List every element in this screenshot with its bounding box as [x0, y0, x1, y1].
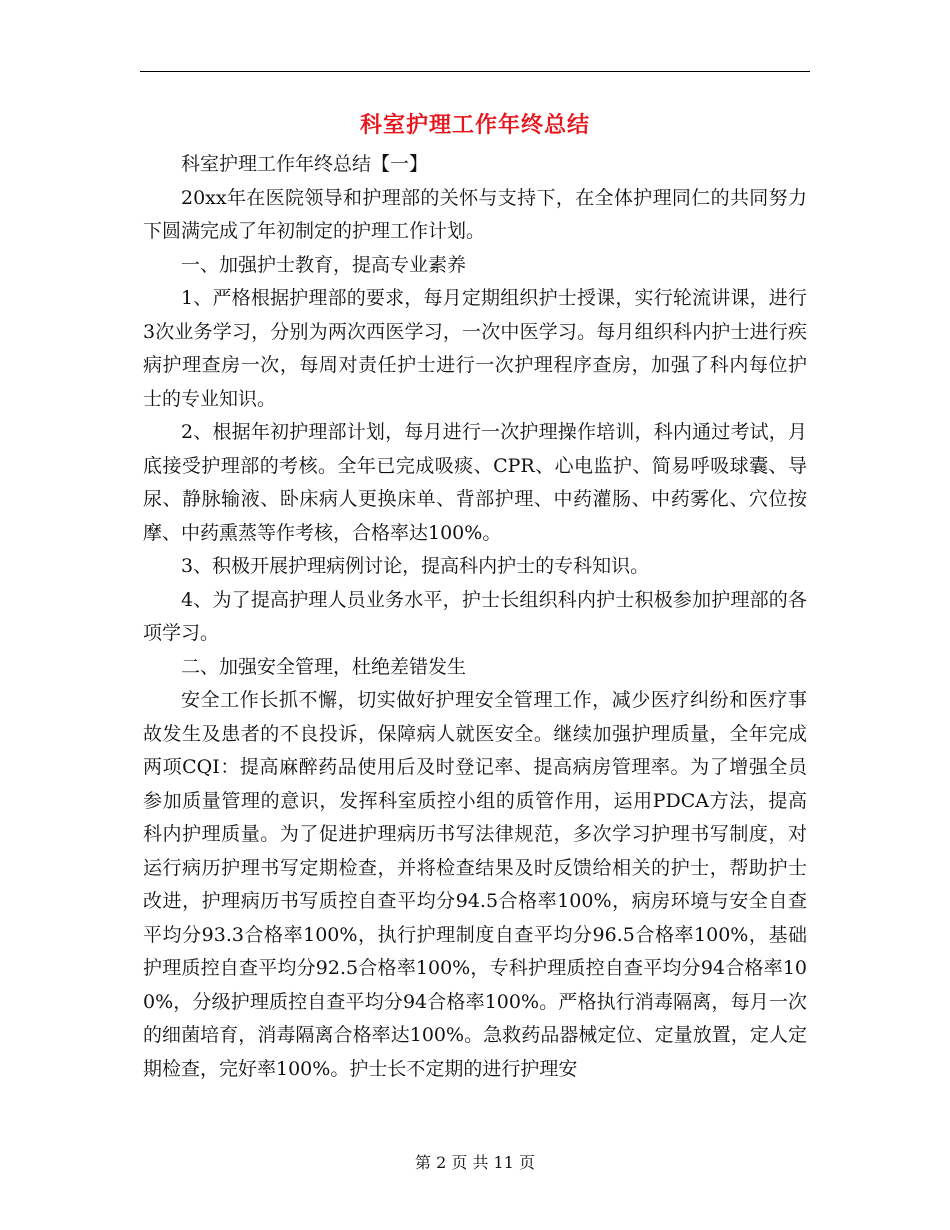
document-title: 科室护理工作年终总结: [359, 112, 590, 138]
page-number-footer: 第 2 页 共 11 页: [415, 1153, 535, 1172]
paragraph-item-2: 2、根据年初护理部计划，每月进行一次护理操作培训，科内通过考试，月底接受护理部的考核。全年已完成吸痰、CPR、心电监护、简易呼吸球囊、导尿、静脉输液、卧床病人更换床单、背部护理、中药灌肠、中药雾化、穴位按摩、中药熏蒸等作考核，合格率达100%。: [143, 421, 807, 544]
document-body: [143, 148, 807, 1086]
paragraph-item-4: 4、为了提高护理人员业务水平，护士长组织科内护士积极参加护理部的各项学习。: [143, 588, 807, 644]
paragraph-item-1: 1、严格根据护理部的要求，每月定期组织护士授课，实行轮流讲课，进行3次业务学习，分别为两次西医学习，一次中医学习。每月组织科内护士进行疾病护理查房一次，每周对责任护士进行一次护理程序查房，加强了科内每位护士的专业知识。: [143, 287, 807, 410]
paragraph-safety: 安全工作长抓不懈，切实做好护理安全管理工作，减少医疗纠纷和医疗事故发生及患者的不良投诉，保障病人就医安全。继续加强护理质量，全年完成两项CQI：提高麻醉药品使用后及时登记率、提高病房管理率。为了增强全员参加质量管理的意识，发挥科室质控小组的质管作用，运用PDCA方法，提高科内护理质量。为了促进护理病历书写法律规范，多次学习护理书写制度，对运行病历护理书写定期检查，并将检查结果及时反馈给相关的护士，帮助护士改进，护理病历书写质控自查平均分94.5合格率100%，病房环境与安全自查平均分93.3合格率100%，执行护理制度自查平均分96.5合格率100%，基础护理质控自查平均分92.5合格率100%，专科护理质控自查平均分94合格率100%，分级护理质控自查平均分94合格率100%。严格执行消毒隔离，每月一次的细菌培育，消毒隔离合格率达100%。急救药品器械定位、定量放置，定人定期检查，完好率100%。护士长不定期的进行护理安: [143, 689, 807, 1080]
paragraph-item-3: 3、积极开展护理病例讨论，提高科内护士的专科知识。: [181, 555, 650, 577]
subheading-safety: 二、加强安全管理，杜绝差错发生: [181, 655, 467, 678]
section-heading: 科室护理工作年终总结【一】: [181, 153, 429, 175]
intro-paragraph: 20xx年在医院领导和护理部的关怀与支持下，在全体护理同仁的共同努力下圆满完成了年初制定的护理工作计划。: [143, 186, 807, 242]
header-rule: [140, 71, 810, 72]
subheading-education: 一、加强护士教育，提高专业素养: [181, 253, 467, 276]
